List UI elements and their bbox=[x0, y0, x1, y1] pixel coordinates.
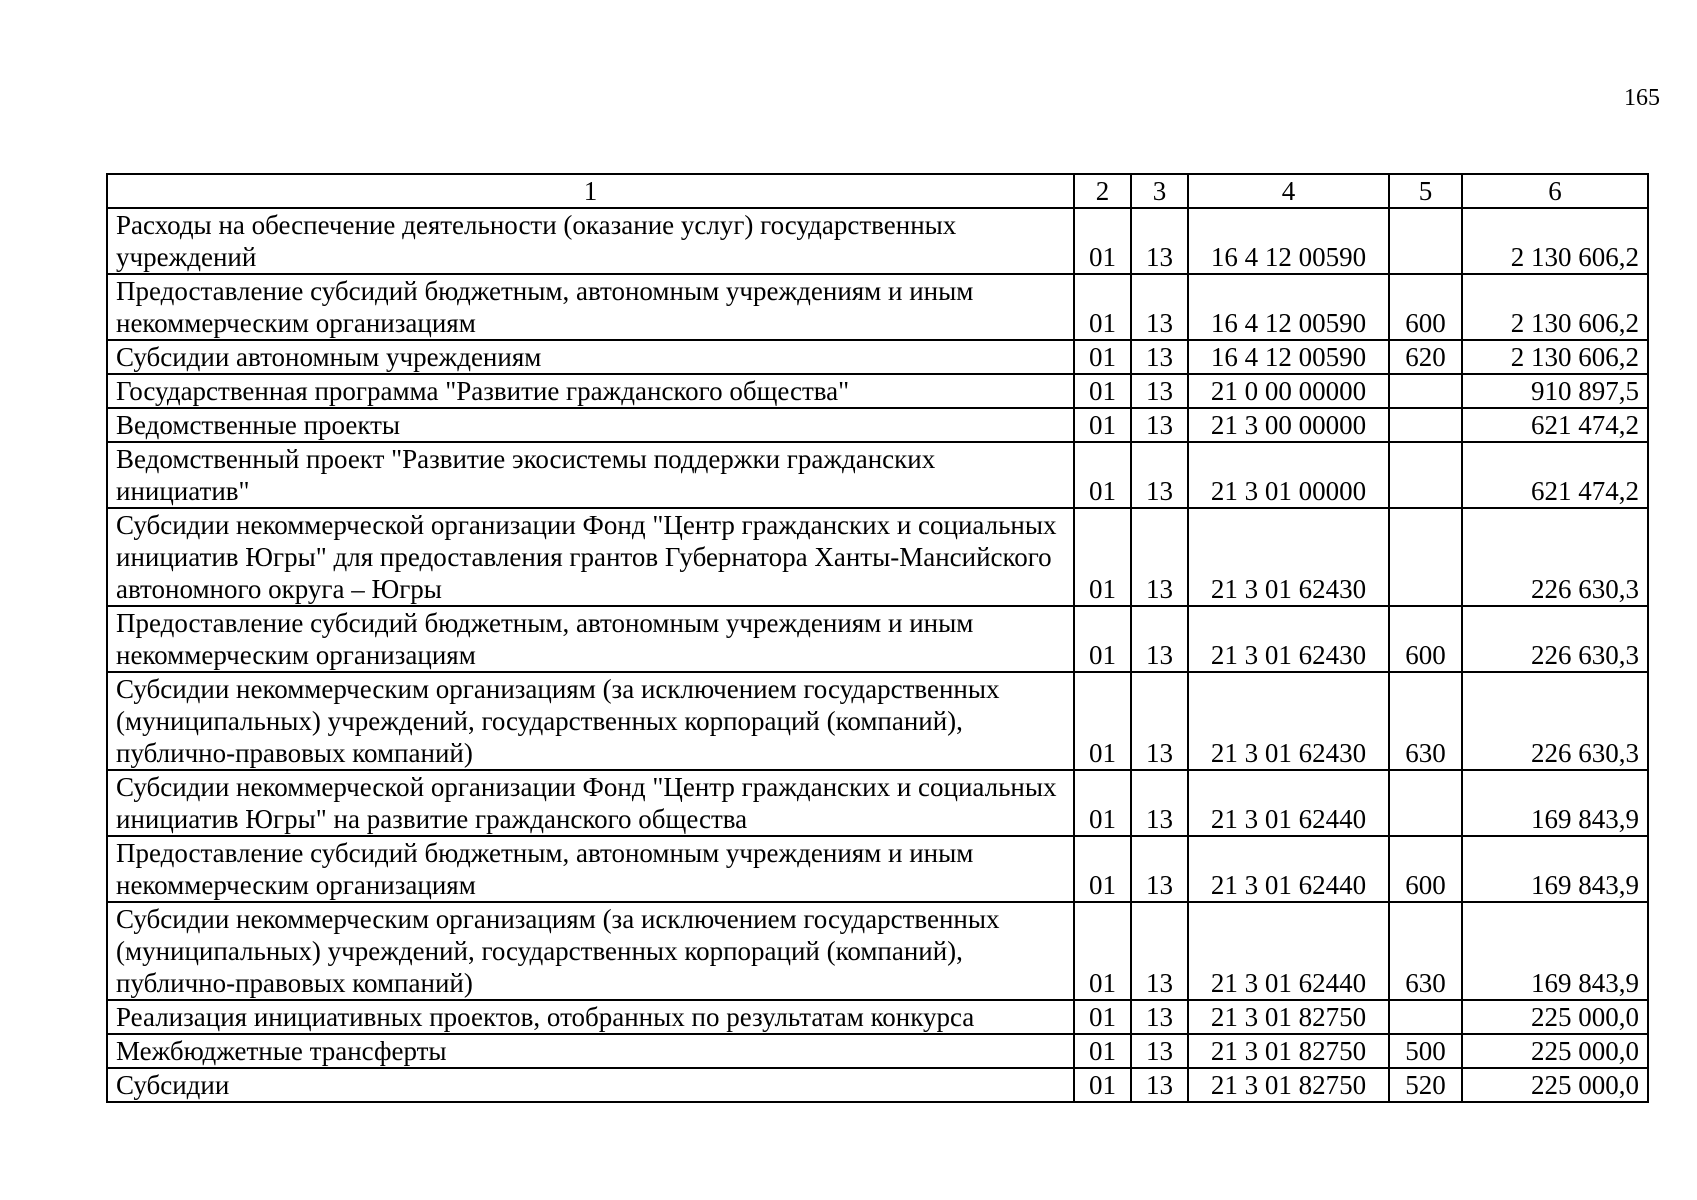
cell-amount: 225 000,0 bbox=[1462, 1000, 1648, 1034]
table-row bbox=[107, 408, 1648, 442]
table-body bbox=[107, 208, 1648, 1102]
cell-expense-type bbox=[1389, 374, 1462, 408]
cell-subsection: 13 bbox=[1131, 1068, 1188, 1102]
cell-amount: 910 897,5 bbox=[1462, 374, 1648, 408]
cell-amount: 2 130 606,2 bbox=[1462, 274, 1648, 340]
table-row bbox=[107, 770, 1648, 836]
cell-name: Субсидии bbox=[107, 1068, 1074, 1102]
cell-subsection: 13 bbox=[1131, 274, 1188, 340]
cell-expense-type: 630 bbox=[1389, 902, 1462, 1000]
cell-expense-type bbox=[1389, 770, 1462, 836]
cell-section: 01 bbox=[1074, 274, 1131, 340]
cell-subsection: 13 bbox=[1131, 1000, 1188, 1034]
table-row bbox=[107, 442, 1648, 508]
cell-name: Субсидии некоммерческой организации Фонд "Центр гражданских и социальных инициатив Югры" для предоставления грантов Губернатора Ханты-Мансийского автономного округа – Югры bbox=[107, 508, 1074, 606]
cell-expense-type: 600 bbox=[1389, 274, 1462, 340]
col-header-subsection: 3 bbox=[1131, 174, 1188, 208]
col-header-section: 2 bbox=[1074, 174, 1131, 208]
cell-target-code: 21 3 01 62440 bbox=[1188, 770, 1389, 836]
cell-subsection: 13 bbox=[1131, 770, 1188, 836]
cell-name: Субсидии некоммерческим организациям (за исключением государственных (муниципальных) учреждений, государственных корпораций (компаний), публично-правовых компаний) bbox=[107, 902, 1074, 1000]
cell-expense-type bbox=[1389, 408, 1462, 442]
cell-amount: 225 000,0 bbox=[1462, 1068, 1648, 1102]
cell-target-code: 21 3 01 62440 bbox=[1188, 836, 1389, 902]
cell-expense-type: 520 bbox=[1389, 1068, 1462, 1102]
table-row bbox=[107, 374, 1648, 408]
table-row bbox=[107, 1034, 1648, 1068]
cell-expense-type: 630 bbox=[1389, 672, 1462, 770]
cell-section: 01 bbox=[1074, 208, 1131, 274]
cell-expense-type: 620 bbox=[1389, 340, 1462, 374]
cell-amount: 169 843,9 bbox=[1462, 770, 1648, 836]
cell-name: Субсидии некоммерческим организациям (за исключением государственных (муниципальных) учреждений, государственных корпораций (компаний), публично-правовых компаний) bbox=[107, 672, 1074, 770]
cell-subsection: 13 bbox=[1131, 208, 1188, 274]
header-row bbox=[107, 174, 1648, 208]
cell-amount: 2 130 606,2 bbox=[1462, 208, 1648, 274]
cell-target-code: 16 4 12 00590 bbox=[1188, 274, 1389, 340]
cell-name: Межбюджетные трансферты bbox=[107, 1034, 1074, 1068]
table-row bbox=[107, 1000, 1648, 1034]
cell-subsection: 13 bbox=[1131, 340, 1188, 374]
cell-amount: 2 130 606,2 bbox=[1462, 340, 1648, 374]
cell-section: 01 bbox=[1074, 1034, 1131, 1068]
cell-expense-type: 600 bbox=[1389, 836, 1462, 902]
cell-subsection: 13 bbox=[1131, 408, 1188, 442]
cell-expense-type bbox=[1389, 442, 1462, 508]
table-row bbox=[107, 274, 1648, 340]
cell-subsection: 13 bbox=[1131, 374, 1188, 408]
cell-section: 01 bbox=[1074, 770, 1131, 836]
cell-target-code: 21 3 01 82750 bbox=[1188, 1000, 1389, 1034]
cell-expense-type: 600 bbox=[1389, 606, 1462, 672]
table-row bbox=[107, 1068, 1648, 1102]
col-header-type: 5 bbox=[1389, 174, 1462, 208]
cell-expense-type bbox=[1389, 208, 1462, 274]
cell-amount: 226 630,3 bbox=[1462, 672, 1648, 770]
cell-name: Субсидии автономным учреждениям bbox=[107, 340, 1074, 374]
cell-amount: 226 630,3 bbox=[1462, 508, 1648, 606]
table-row bbox=[107, 902, 1648, 1000]
cell-subsection: 13 bbox=[1131, 508, 1188, 606]
cell-section: 01 bbox=[1074, 902, 1131, 1000]
cell-name: Субсидии некоммерческой организации Фонд "Центр гражданских и социальных инициатив Югры" на развитие гражданского общества bbox=[107, 770, 1074, 836]
cell-expense-type bbox=[1389, 508, 1462, 606]
cell-name: Предоставление субсидий бюджетным, автономным учреждениям и иным некоммерческим организациям bbox=[107, 274, 1074, 340]
table-row bbox=[107, 508, 1648, 606]
cell-section: 01 bbox=[1074, 340, 1131, 374]
cell-section: 01 bbox=[1074, 408, 1131, 442]
cell-name: Ведомственный проект "Развитие экосистемы поддержки гражданских инициатив" bbox=[107, 442, 1074, 508]
cell-amount: 169 843,9 bbox=[1462, 902, 1648, 1000]
cell-target-code: 21 3 01 82750 bbox=[1188, 1034, 1389, 1068]
cell-target-code: 21 3 01 00000 bbox=[1188, 442, 1389, 508]
cell-target-code: 16 4 12 00590 bbox=[1188, 340, 1389, 374]
cell-amount: 621 474,2 bbox=[1462, 408, 1648, 442]
cell-section: 01 bbox=[1074, 442, 1131, 508]
cell-section: 01 bbox=[1074, 508, 1131, 606]
cell-subsection: 13 bbox=[1131, 902, 1188, 1000]
cell-target-code: 16 4 12 00590 bbox=[1188, 208, 1389, 274]
cell-name: Ведомственные проекты bbox=[107, 408, 1074, 442]
cell-target-code: 21 0 00 00000 bbox=[1188, 374, 1389, 408]
table-row bbox=[107, 672, 1648, 770]
cell-subsection: 13 bbox=[1131, 1034, 1188, 1068]
cell-name: Предоставление субсидий бюджетным, автономным учреждениям и иным некоммерческим организациям bbox=[107, 836, 1074, 902]
cell-amount: 621 474,2 bbox=[1462, 442, 1648, 508]
cell-target-code: 21 3 00 00000 bbox=[1188, 408, 1389, 442]
cell-expense-type: 500 bbox=[1389, 1034, 1462, 1068]
cell-amount: 169 843,9 bbox=[1462, 836, 1648, 902]
cell-target-code: 21 3 01 62440 bbox=[1188, 902, 1389, 1000]
cell-target-code: 21 3 01 62430 bbox=[1188, 672, 1389, 770]
budget-table bbox=[106, 173, 1649, 1103]
cell-section: 01 bbox=[1074, 1068, 1131, 1102]
cell-section: 01 bbox=[1074, 672, 1131, 770]
cell-amount: 226 630,3 bbox=[1462, 606, 1648, 672]
cell-name: Реализация инициативных проектов, отобранных по результатам конкурса bbox=[107, 1000, 1074, 1034]
table-row bbox=[107, 836, 1648, 902]
table-row bbox=[107, 340, 1648, 374]
cell-target-code: 21 3 01 62430 bbox=[1188, 508, 1389, 606]
col-header-target: 4 bbox=[1188, 174, 1389, 208]
cell-target-code: 21 3 01 62430 bbox=[1188, 606, 1389, 672]
col-header-name: 1 bbox=[107, 174, 1074, 208]
cell-amount: 225 000,0 bbox=[1462, 1034, 1648, 1068]
cell-section: 01 bbox=[1074, 374, 1131, 408]
cell-expense-type bbox=[1389, 1000, 1462, 1034]
cell-subsection: 13 bbox=[1131, 836, 1188, 902]
cell-subsection: 13 bbox=[1131, 672, 1188, 770]
cell-subsection: 13 bbox=[1131, 606, 1188, 672]
cell-subsection: 13 bbox=[1131, 442, 1188, 508]
col-header-amount: 6 bbox=[1462, 174, 1648, 208]
cell-target-code: 21 3 01 82750 bbox=[1188, 1068, 1389, 1102]
page-number: 165 bbox=[1624, 85, 1660, 111]
cell-name: Государственная программа "Развитие гражданского общества" bbox=[107, 374, 1074, 408]
cell-section: 01 bbox=[1074, 606, 1131, 672]
cell-name: Расходы на обеспечение деятельности (оказание услуг) государственных учреждений bbox=[107, 208, 1074, 274]
cell-name: Предоставление субсидий бюджетным, автономным учреждениям и иным некоммерческим организациям bbox=[107, 606, 1074, 672]
table-row bbox=[107, 208, 1648, 274]
cell-section: 01 bbox=[1074, 1000, 1131, 1034]
table-row bbox=[107, 606, 1648, 672]
cell-section: 01 bbox=[1074, 836, 1131, 902]
